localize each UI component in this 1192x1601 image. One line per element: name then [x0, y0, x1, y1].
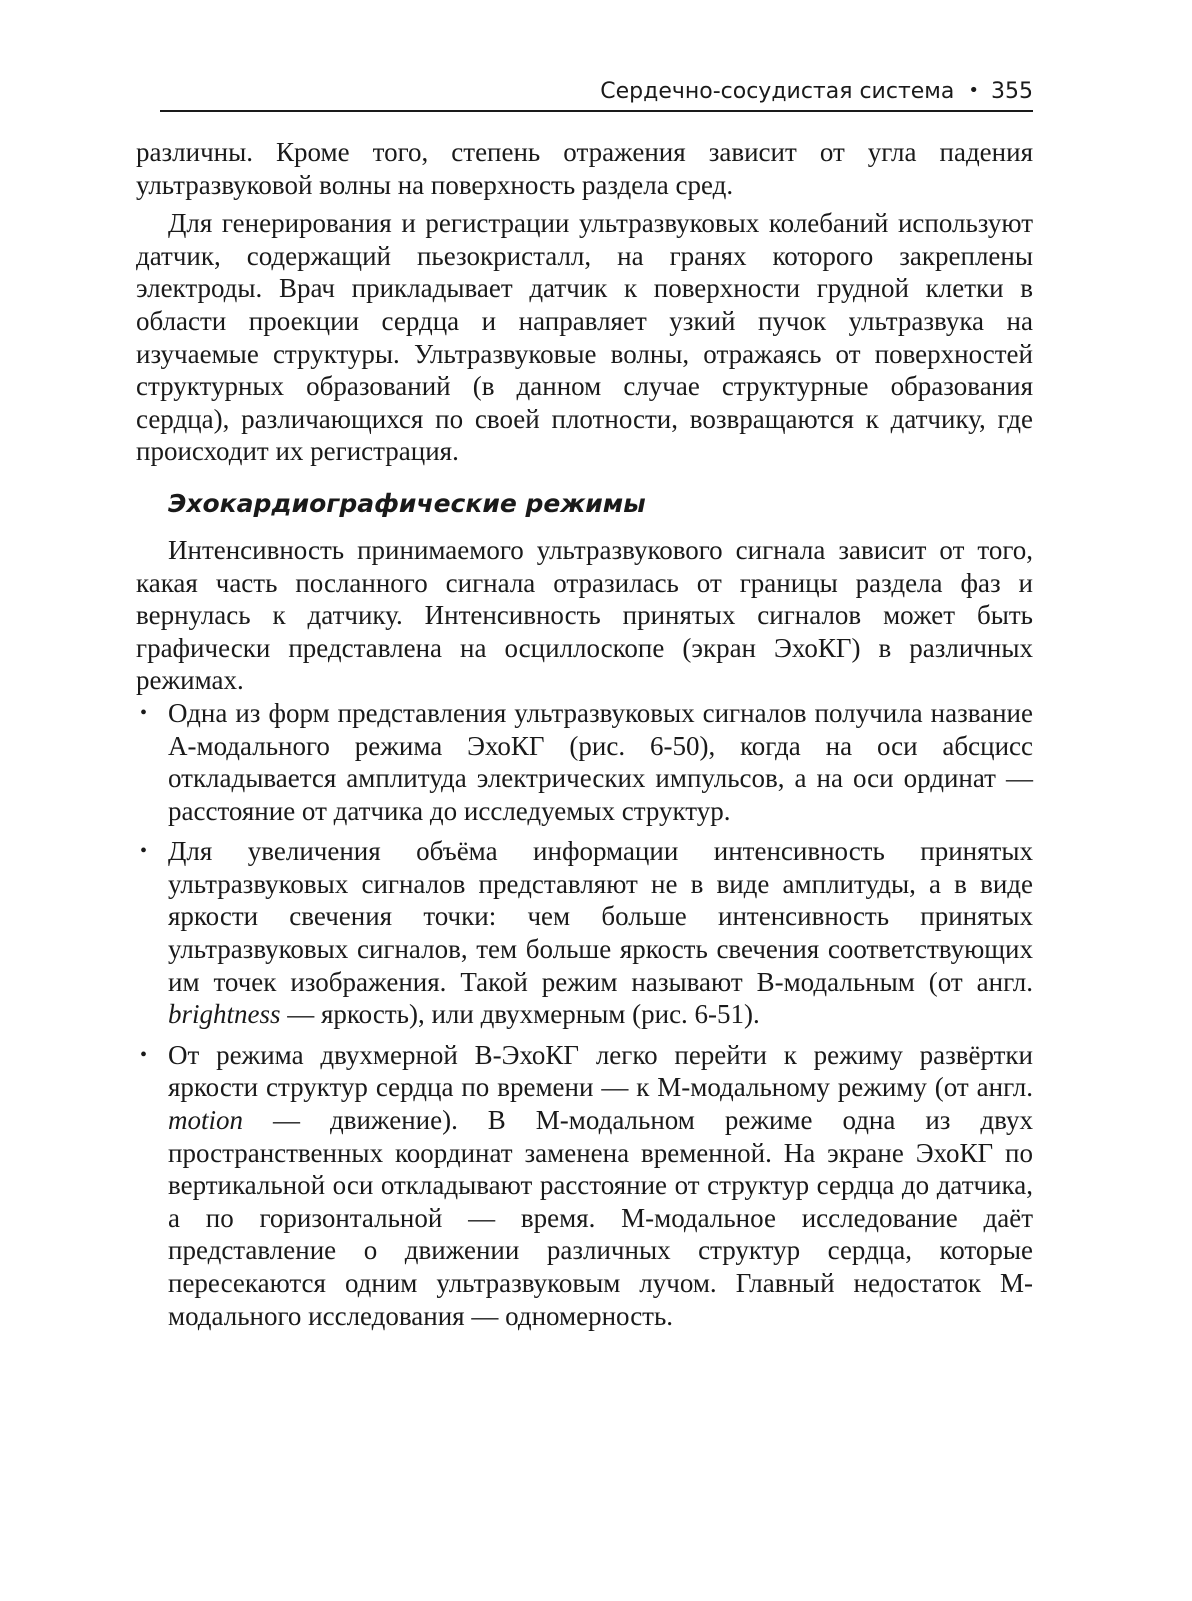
- running-header-text: [600, 79, 1033, 104]
- paragraph-sensor: Для генерирования и регистрации ультразвуковых колебаний используют датчик, содержащий пьезокристалл, на гранях которого закреплены электроды. Врач прикладывает датчик к поверхности грудной клетки в области проекции сердца и направляет узкий пучок ультразвука на изучаемые структуры. Ультразвуковые волны, отражаясь от поверхностей структурных образований (в данном случае структурные образования сердца), различающихся по своей плотности, возвращаются к датчику, где происходит их регистрация.: [136, 208, 1033, 467]
- running-header: [160, 70, 1033, 112]
- list-item-m-mode: [136, 1039, 1033, 1332]
- bullet-icon: •: [140, 1043, 148, 1066]
- list-item-text-end: — яркость), или двухмерным (рис. 6-51).: [280, 999, 760, 1030]
- page-number: 355: [991, 79, 1033, 104]
- list-item-text: От режима двухмерной В-ЭхоКГ легко перейти к режиму развёртки яркости структур сердца по времени — к М-модальному режиму (от англ.: [168, 1039, 1033, 1103]
- bullet-icon: •: [140, 840, 148, 863]
- paragraph-intensity: Интенсивность принимаемого ультразвукового сигнала зависит от того, какая часть посланного сигнала отразилась от границы раздела фаз и вернулась к датчику. Интенсивность принятых сигналов может быть графически представлена на осциллоскопе (экран ЭхоКГ) в различных режимах.: [136, 534, 1033, 696]
- bullet-icon: •: [140, 701, 148, 724]
- modes-list: [136, 697, 1033, 1332]
- paragraph-continuation: различны. Кроме того, степень отражения зависит от угла падения ультразвуковой волны на поверхность раздела сред.: [136, 137, 1033, 200]
- body-text: [136, 136, 1033, 1332]
- list-item-text: Одна из форм представления ультразвуковых сигналов получила название А-модального режима ЭхоКГ (рис. 6-50), когда на оси абсцисс откладывается амплитуда электрических импульсов, а на оси ординат — расстояние от датчика до исследуемых структур.: [168, 697, 1033, 826]
- section-heading: Эхокардиографические режимы: [168, 488, 646, 518]
- english-term: brightness: [168, 999, 281, 1030]
- header-separator: •: [968, 80, 979, 101]
- list-item-text-end: — движение). В М-модальном режиме одна из двух пространственных координат заменена временной. На экране ЭхоКГ по вертикальной оси откладывают расстояние от структур сердца до датчика, а по горизонтальной — время. М-модальное исследование даёт представление о движении различных структур сердца, которые пересекаются одним ультразвуковым лучом. Главный недостаток М-модального исследования — одномерность.: [168, 1105, 1033, 1331]
- running-title: Сердечно-сосудистая система: [600, 79, 955, 104]
- list-item-text: Для увеличения объёма информации интенсивность принятых ультразвуковых сигналов представляют не в виде амплитуды, а в виде яркости свечения точки: чем больше интенсивность принятых ультразвуковых сигналов, тем больше яркость свечения соответствующих им точек изображения. Такой режим называют В-модальным (от англ.: [168, 836, 1033, 997]
- list-item-a-mode: [136, 697, 1033, 827]
- english-term: motion: [168, 1105, 244, 1136]
- list-item-b-mode: [136, 835, 1033, 1031]
